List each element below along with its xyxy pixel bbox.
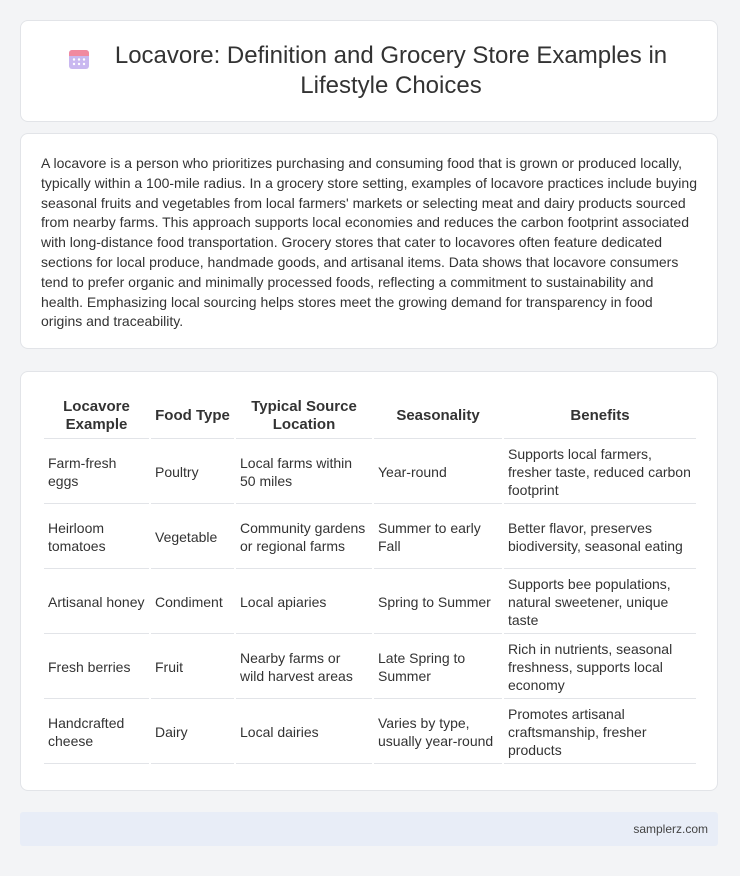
column-header-benefits: Benefits xyxy=(504,394,696,439)
column-header-seasonality: Seasonality xyxy=(374,394,502,439)
intro-paragraph: A locavore is a person who prioritizes purchasing and consuming food that is grown or produced locally, typically within a 100-mile radius. In a grocery store setting, examples of locavore practices include buying seasonal fruits and vegetables from local farmers' markets or selecting meat and dairy products sourced from nearby farms. This approach supports local economies and reduces the carbon footprint associated with long-distance food transportation. Grocery stores that cater to locavores often feature dedicated sections for local produce, handmade goods, and artisanal items. Data shows that locavore consumers tend to prefer organic and minimally processed foods, reflecting a commitment to sustainability and health. Emphasizing local sourcing helps stores meet the growing demand for transparency in food origins and traceability. xyxy=(41,155,697,330)
column-header-example: Locavore Example xyxy=(44,394,149,439)
cell-benefits: Rich in nutrients, seasonal freshness, supports local economy xyxy=(504,636,696,699)
table-row xyxy=(44,506,696,569)
cell-source: Nearby farms or wild harvest areas xyxy=(236,636,372,699)
column-header-source: Typical Source Location xyxy=(236,394,372,439)
cell-food-type: Vegetable xyxy=(151,506,234,569)
page-title: Locavore: Definition and Grocery Store Examples in Lifestyle Choices xyxy=(114,42,668,99)
locavore-table xyxy=(42,392,698,766)
header-card xyxy=(20,20,718,122)
cell-seasonality: Late Spring to Summer xyxy=(374,636,502,699)
cell-example: Heirloom tomatoes xyxy=(44,506,149,569)
footer-bar xyxy=(20,812,718,846)
cell-seasonality: Year-round xyxy=(374,441,502,504)
cell-source: Local farms within 50 miles xyxy=(236,441,372,504)
cell-seasonality: Varies by type, usually year-round xyxy=(374,701,502,764)
intro-card xyxy=(20,133,718,349)
calendar-icon xyxy=(67,47,91,71)
title-wrap xyxy=(59,41,679,101)
cell-benefits: Supports bee populations, natural sweetener, unique taste xyxy=(504,571,696,634)
cell-benefits: Promotes artisanal craftsmanship, fresher products xyxy=(504,701,696,764)
cell-seasonality: Summer to early Fall xyxy=(374,506,502,569)
table-row xyxy=(44,636,696,699)
cell-seasonality: Spring to Summer xyxy=(374,571,502,634)
cell-benefits: Better flavor, preserves biodiversity, seasonal eating xyxy=(504,506,696,569)
cell-food-type: Dairy xyxy=(151,701,234,764)
table-row xyxy=(44,441,696,504)
cell-example: Fresh berries xyxy=(44,636,149,699)
table-row xyxy=(44,701,696,764)
cell-food-type: Poultry xyxy=(151,441,234,504)
cell-source: Local apiaries xyxy=(236,571,372,634)
cell-food-type: Condiment xyxy=(151,571,234,634)
cell-example: Artisanal honey xyxy=(44,571,149,634)
table-row xyxy=(44,571,696,634)
table-header-row xyxy=(44,394,696,439)
cell-source: Community gardens or regional farms xyxy=(236,506,372,569)
table-card xyxy=(20,371,718,791)
cell-food-type: Fruit xyxy=(151,636,234,699)
cell-benefits: Supports local farmers, fresher taste, reduced carbon footprint xyxy=(504,441,696,504)
cell-example: Handcrafted cheese xyxy=(44,701,149,764)
footer-site-link[interactable]: samplerz.com xyxy=(633,822,708,836)
cell-source: Local dairies xyxy=(236,701,372,764)
column-header-food-type: Food Type xyxy=(151,394,234,439)
cell-example: Farm-fresh eggs xyxy=(44,441,149,504)
